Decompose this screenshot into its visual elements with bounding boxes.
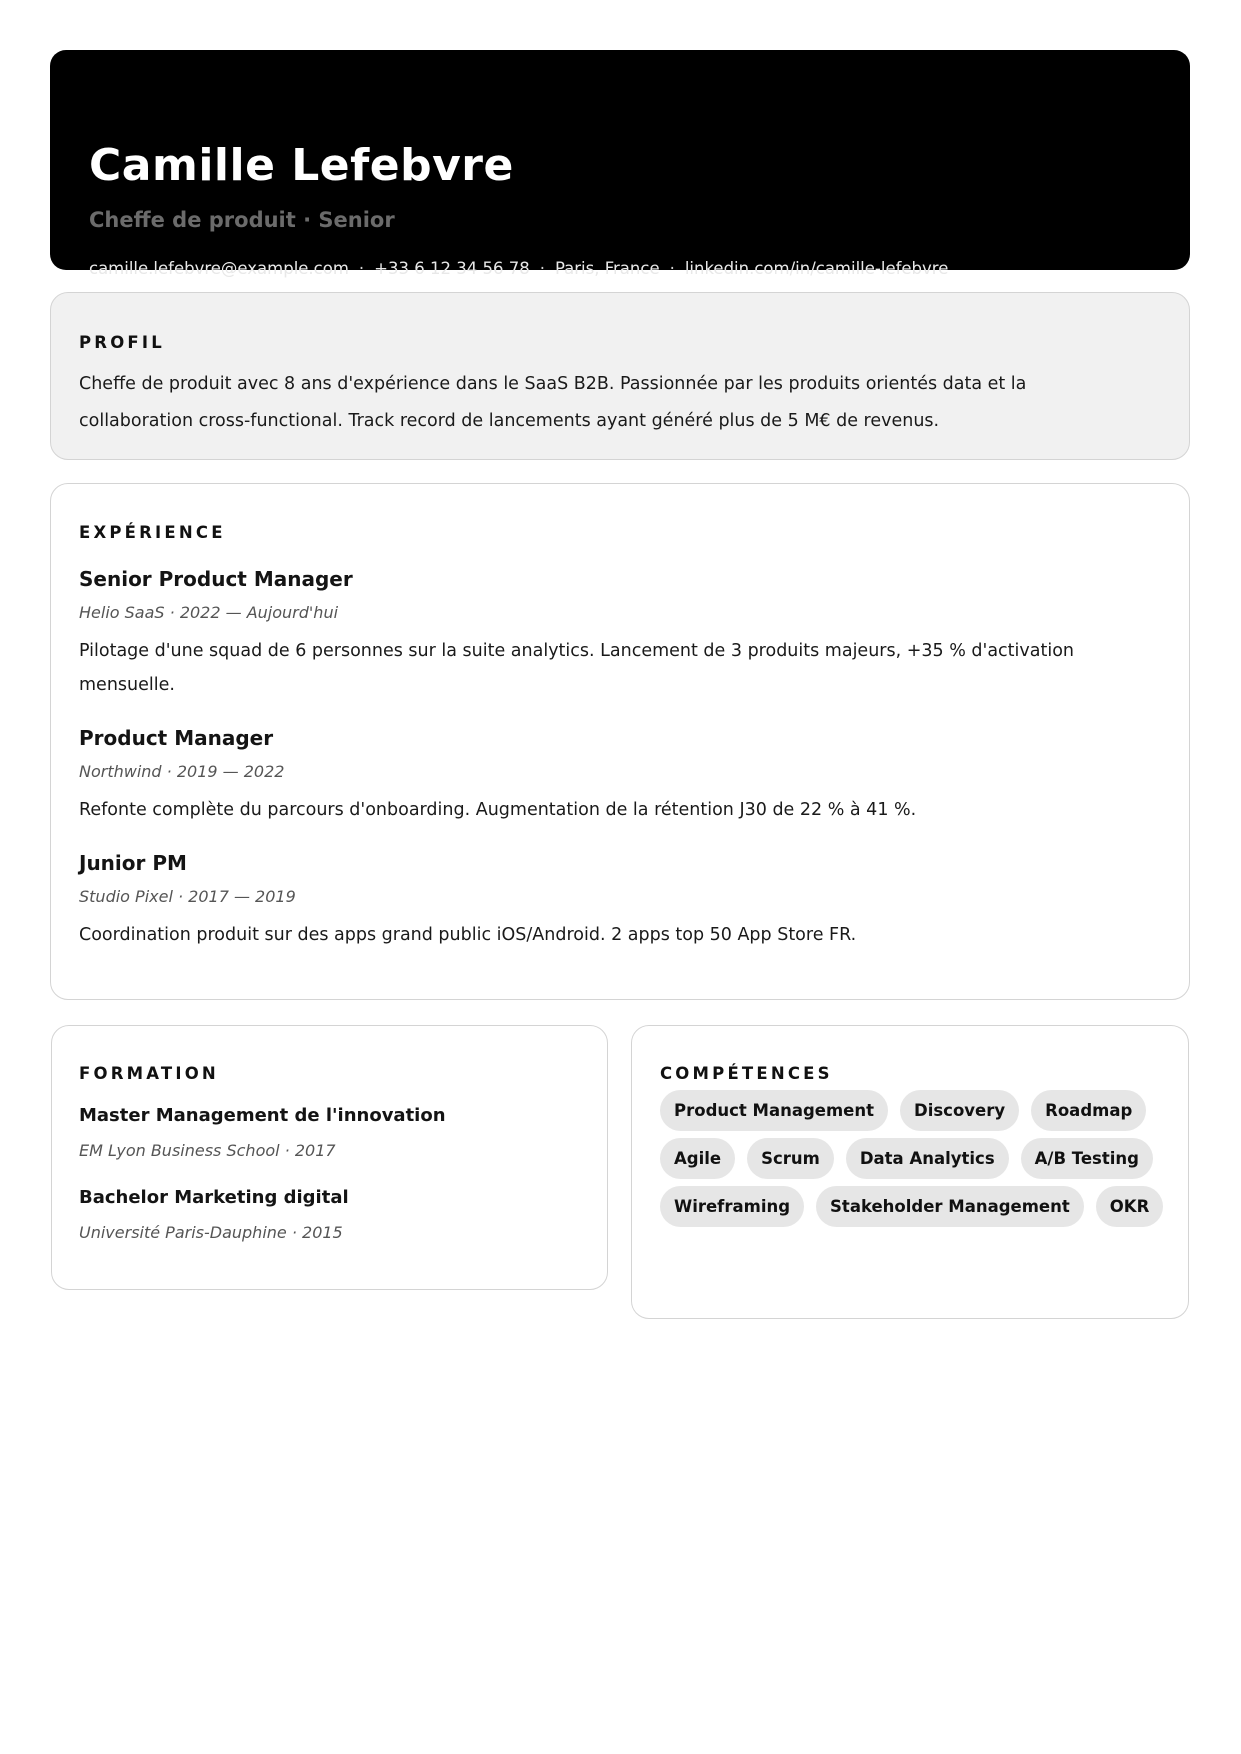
- education-title: Bachelor Marketing digital: [79, 1187, 349, 1208]
- skill-chip: Product Management: [660, 1090, 888, 1131]
- education-meta: Université Paris-Dauphine · 2015: [79, 1223, 343, 1242]
- candidate-role: Cheffe de produit · Senior: [89, 208, 395, 232]
- contact-line: [89, 261, 948, 278]
- contact-phone: +33 6 12 34 56 78: [374, 259, 530, 278]
- formation-section: [51, 1025, 608, 1290]
- profil-text: [79, 366, 1026, 440]
- section-title-experience: EXPÉRIENCE: [79, 523, 226, 542]
- skill-chip: A/B Testing: [1021, 1138, 1153, 1179]
- candidate-name: Camille Lefebvre: [89, 140, 514, 191]
- experience-section: [50, 483, 1190, 1000]
- profil-section: [50, 292, 1190, 460]
- job-description-line: Coordination produit sur des apps grand public iOS/Android. 2 apps top 50 App Store FR.: [79, 925, 857, 945]
- competences-section: [631, 1025, 1189, 1319]
- skill-chip: OKR: [1096, 1186, 1164, 1227]
- job-meta: Helio SaaS · 2022 — Aujourd'hui: [79, 603, 339, 622]
- job-description-line: Pilotage d'une squad de 6 personnes sur la suite analytics. Lancement de 3 produits majeurs, +35 % d'activation: [79, 641, 1074, 661]
- skill-chip: Data Analytics: [846, 1138, 1009, 1179]
- skill-chip: Discovery: [900, 1090, 1019, 1131]
- education-title: Master Management de l'innovation: [79, 1105, 446, 1126]
- skill-chip: Wireframing: [660, 1186, 804, 1227]
- education-meta: EM Lyon Business School · 2017: [79, 1141, 336, 1160]
- job-description-line: mensuelle.: [79, 675, 175, 695]
- contact-separator: ·: [358, 259, 365, 278]
- skill-chip: Stakeholder Management: [816, 1186, 1084, 1227]
- job-title: Senior Product Manager: [79, 567, 353, 591]
- profil-line: collaboration cross-functional. Track record de lancements ayant généré plus de 5 M€ de revenus.: [79, 411, 940, 431]
- section-title-formation: FORMATION: [79, 1064, 219, 1083]
- job-meta: Studio Pixel · 2017 — 2019: [79, 887, 296, 906]
- job-description-line: Refonte complète du parcours d'onboarding. Augmentation de la rétention J30 de 22 % à 41 %.: [79, 800, 917, 820]
- job-meta: Northwind · 2019 — 2022: [79, 762, 285, 781]
- contact-email: camille.lefebvre@example.com: [89, 259, 349, 278]
- profil-line: Cheffe de produit avec 8 ans d'expérience dans le SaaS B2B. Passionnée par les produits orientés data et la: [79, 374, 1027, 394]
- skill-chip: Agile: [660, 1138, 735, 1179]
- contact-linkedin: linkedin.com/in/camille-lefebvre: [684, 259, 949, 278]
- skill-list: [660, 1090, 1170, 1227]
- skill-chip: Roadmap: [1031, 1090, 1146, 1131]
- skill-chip: Scrum: [747, 1138, 834, 1179]
- section-title-profil: PROFIL: [79, 333, 165, 352]
- resume-header: [50, 50, 1190, 278]
- section-title-competences: COMPÉTENCES: [660, 1064, 833, 1083]
- job-title: Junior PM: [79, 851, 187, 875]
- job-description: [79, 793, 916, 827]
- job-title: Product Manager: [79, 726, 274, 750]
- contact-separator: ·: [539, 259, 545, 278]
- job-description: [79, 634, 1074, 702]
- contact-location: Paris, France: [554, 259, 660, 278]
- contact-separator: ·: [669, 259, 675, 278]
- job-description: [79, 918, 856, 952]
